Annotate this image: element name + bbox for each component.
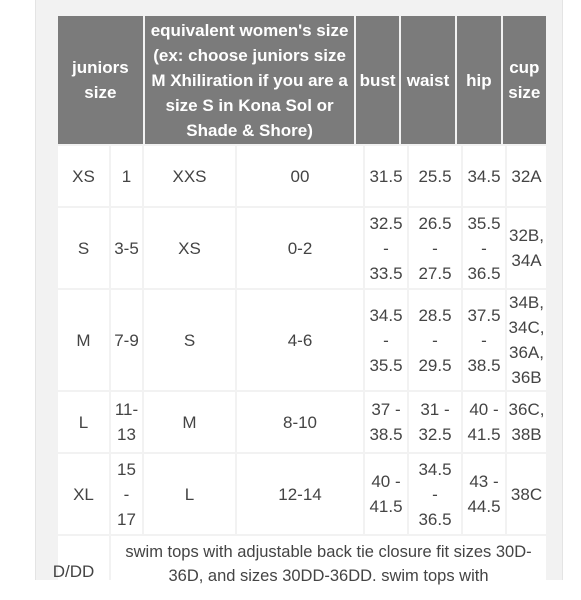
juniors-letter-cell: S [58,208,109,288]
cup-cell [507,208,546,288]
waist-min: 31 - [420,400,450,419]
bust-max: 38.5 [369,425,403,444]
waist-max: 29.5 [418,355,452,375]
bust-cell [365,454,407,534]
hip-value: 34.5 [467,166,501,186]
womens-number-cell: 00 [237,146,363,206]
juniors-number-line: 15 [117,459,136,479]
bust-cell [365,392,407,452]
hip-dash: - [481,330,487,350]
womens-letter-cell: XS [144,208,235,288]
size-chart-table [56,14,548,146]
hip-cell [463,392,505,452]
womens-letter-cell: M [144,392,235,452]
header-hip: hip [457,16,500,144]
dd-note-cell [111,536,546,600]
dd-note-text: swim tops with adjustable back tie closure fit sizes 30D-36D, and sizes 30DD-36DD. swim tops with [125,543,532,585]
bust-max: 33.5 [369,263,403,283]
juniors-number-cell: 3-5 [111,208,142,288]
bust-max: 35.5 [369,355,403,375]
juniors-letter-cell: M [58,290,109,390]
bust-min: 32.5 [369,213,403,233]
womens-number-cell: 8-10 [237,392,363,452]
womens-number-cell: 0-2 [237,208,363,288]
waist-min: 28.5 [418,305,452,325]
header-bust: bust [356,16,398,144]
juniors-number-cell: 7-9 [111,290,142,390]
dd-size-label: D/DD [52,562,95,581]
juniors-number-cell [111,454,142,534]
waist-cell [409,392,461,452]
waist-min: 34.5 [418,459,452,479]
header-cup-size: cup size [503,16,546,144]
bust-value: 31.5 [369,166,403,186]
cup-value: 38B [511,425,542,444]
bust-max: 41.5 [369,497,403,516]
cup-value: 34B, [509,293,544,312]
womens-letter-cell: S [144,290,235,390]
womens-number-cell: 12-14 [237,454,363,534]
hip-min: 40 - [469,400,499,419]
hip-max: 38.5 [467,355,501,375]
waist-max: 27.5 [418,263,452,283]
hip-max: 36.5 [467,263,501,283]
table-row [52,536,546,585]
waist-cell [409,146,461,206]
womens-letter-cell: L [144,454,235,534]
bust-dash: - [383,238,389,258]
hip-max: 41.5 [467,425,501,444]
cup-value: 32A [511,166,542,186]
hip-min: 35.5 [467,213,501,233]
bust-min: 34.5 [369,305,403,325]
cup-value: 34A [511,251,542,270]
juniors-number-line: 13 [117,425,136,444]
juniors-number-line: - [123,484,130,504]
header-equivalent-womens-size: equivalent women's size (ex: choose juniors size M Xhiliration if you are a size S in Kona Sol or Shade & Shore) [145,16,355,144]
table-row [58,290,546,390]
womens-number-cell: 4-6 [237,290,363,390]
table-row [58,454,546,534]
table-row [58,208,546,288]
waist-cell [409,290,461,390]
bust-min: 37 - [371,400,401,419]
cup-value: 36C, [508,400,545,419]
cup-value: 36A, [509,343,544,362]
waist-max: 32.5 [418,425,452,444]
table-row [58,392,546,452]
hip-min: 43 - [469,472,499,491]
header-juniors-size: juniors size [58,16,143,144]
header-waist: waist [401,16,455,144]
cup-cell [507,392,546,452]
header-row [58,16,546,144]
waist-dash: - [432,484,438,504]
juniors-letter-cell [52,536,109,596]
waist-cell [409,454,461,534]
waist-dash: - [432,238,438,258]
juniors-letter-cell: XS [58,146,109,206]
juniors-number-cell [111,392,142,452]
juniors-number-line: 11- [114,400,139,419]
hip-min: 37.5 [467,305,501,325]
bust-cell [365,208,407,288]
table-row [58,146,546,206]
hip-cell [463,454,505,534]
hip-max: 44.5 [467,497,501,516]
womens-letter-cell: XXS [144,146,235,206]
cup-cell [507,290,546,390]
cup-value: 34C, [508,318,545,337]
bust-cell [365,146,407,206]
juniors-number-line: 17 [117,509,136,529]
right-margin [562,0,581,580]
juniors-number-cell: 1 [111,146,142,206]
left-margin [0,0,36,580]
juniors-letter-cell: XL [58,454,109,534]
juniors-letter-cell: L [58,392,109,452]
cup-value: 38C [510,484,543,504]
cup-cell [507,454,546,534]
bust-min: 40 - [371,472,401,491]
bust-cell [365,290,407,390]
hip-dash: - [481,238,487,258]
waist-dash: - [432,330,438,350]
waist-max: 36.5 [418,509,452,529]
waist-min: 26.5 [418,213,452,233]
cup-cell [507,146,546,206]
hip-cell [463,146,505,206]
bust-dash: - [383,330,389,350]
waist-cell [409,208,461,288]
cup-value: 36B [511,368,542,387]
hip-cell [463,208,505,288]
waist-value: 25.5 [418,166,452,186]
cup-value: 32B, [509,226,544,245]
hip-cell [463,290,505,390]
